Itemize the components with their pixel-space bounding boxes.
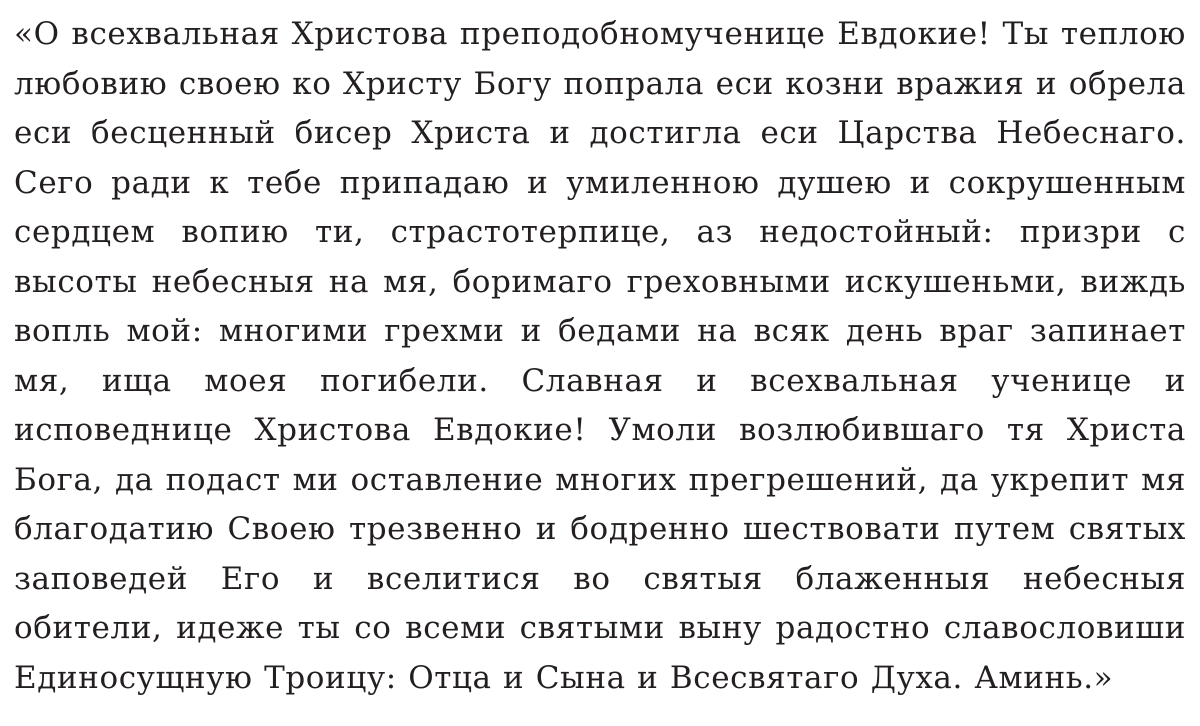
prayer-body-text: «О всехвальная Христова преподобномученице Евдокие! Ты теплою любовию своею ко Христу Богу попрала еси козни вражия и обрела еси бесценный бисер Христа и достигла еси Царства Небеснаго. Сего ради к тебе припадаю и умиленною душею и сокрушенным сердцем вопию ти, страстотерпице, аз недостойный: призри с высоты небесныя на мя, боримаго греховными искушеньми, виждь вопль мой: многими грехми и бедами на всяк день враг запинает мя, ища моея погибели. Славная и всехвальная ученице и исповеднице Христова Евдокие! Умоли возлюбившаго тя Христа Бога, да подаст ми оставление многих прегрешений, да укрепит мя благодатию Своею трезвенно и бодренно шествовати путем святых заповедей Его и вселитися во святыя блаженныя небесныя обители, идеже ты со всеми святыми выну радостно славословиши Единосущную Троицу: Отца и Сына и Всесвятаго Духа. Аминь.» — [14, 16, 1198, 696]
